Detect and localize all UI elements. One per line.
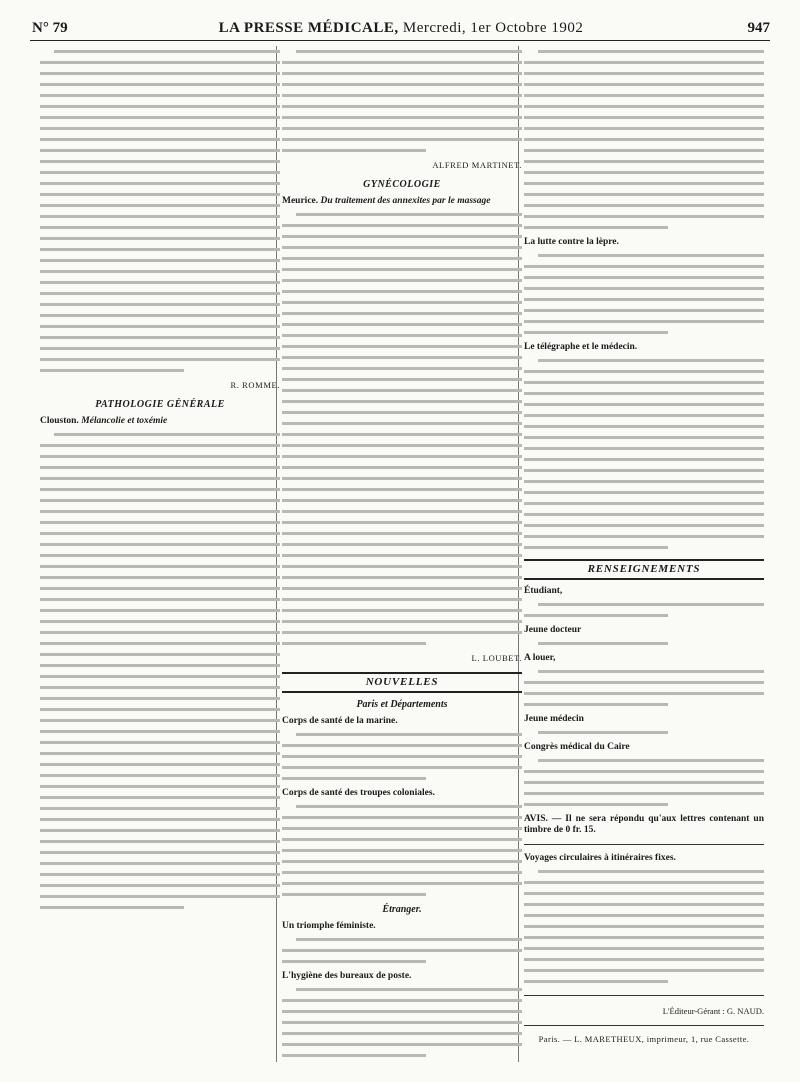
text-line — [282, 583, 522, 594]
text-line — [524, 156, 764, 167]
text-line — [40, 616, 280, 627]
text-line — [40, 792, 280, 803]
text-line — [40, 484, 280, 495]
text-line — [524, 965, 764, 976]
text-line — [524, 476, 764, 487]
text-line — [40, 354, 280, 365]
text-line — [40, 528, 280, 539]
text-line — [282, 539, 522, 550]
text-line — [282, 762, 522, 773]
text-line — [40, 156, 280, 167]
text-line — [40, 178, 280, 189]
text-line — [282, 845, 522, 856]
text-line — [282, 352, 522, 363]
news-item — [282, 788, 522, 799]
text-line — [282, 1006, 522, 1017]
text-line — [282, 319, 522, 330]
text-line — [524, 766, 764, 777]
text-line — [524, 487, 764, 498]
text-line — [40, 462, 280, 473]
text-line — [282, 363, 522, 374]
text-line — [282, 823, 522, 834]
text-line — [524, 272, 764, 283]
text-line — [524, 134, 764, 145]
text-line — [40, 90, 280, 101]
body-text — [282, 729, 522, 784]
text-line — [40, 902, 280, 913]
notice — [524, 742, 764, 753]
text-line — [40, 748, 280, 759]
divider — [524, 844, 764, 845]
text-line — [40, 803, 280, 814]
text-line — [282, 1028, 522, 1039]
text-line — [282, 934, 522, 945]
text-line — [524, 688, 764, 699]
text-line — [40, 649, 280, 660]
text-line — [40, 891, 280, 902]
text-line — [524, 454, 764, 465]
text-line — [524, 498, 764, 509]
text-line — [40, 112, 280, 123]
text-line — [40, 506, 280, 517]
text-line — [524, 90, 764, 101]
text-line — [40, 288, 280, 299]
text-line — [524, 910, 764, 921]
text-line — [282, 945, 522, 956]
text-line — [282, 418, 522, 429]
notice-title: Jeune docteur — [524, 625, 582, 635]
text-line — [282, 889, 522, 900]
text-line — [40, 189, 280, 200]
text-line — [40, 233, 280, 244]
text-line — [40, 211, 280, 222]
text-line — [40, 123, 280, 134]
text-line — [282, 407, 522, 418]
column-2 — [282, 46, 522, 1065]
text-line — [282, 308, 522, 319]
text-line — [282, 801, 522, 812]
text-line — [282, 209, 522, 220]
text-line — [282, 242, 522, 253]
text-line — [524, 866, 764, 877]
text-line — [40, 825, 280, 836]
text-line — [282, 561, 522, 572]
body-text — [282, 984, 522, 1061]
text-line — [282, 231, 522, 242]
text-line — [282, 275, 522, 286]
text-line — [40, 594, 280, 605]
text-line — [40, 310, 280, 321]
journal-title: LA PRESSE MÉDICALE, — [218, 20, 399, 36]
text-line — [282, 1039, 522, 1050]
text-line — [282, 68, 522, 79]
text-line — [524, 112, 764, 123]
text-line — [282, 528, 522, 539]
text-line — [40, 517, 280, 528]
column-1 — [40, 46, 280, 917]
text-line — [40, 145, 280, 156]
body-text — [524, 866, 764, 987]
text-line — [40, 627, 280, 638]
text-line — [282, 773, 522, 784]
news-item-title: L'hygiène des bureaux de poste. — [282, 971, 412, 981]
section-heading: NOUVELLES — [282, 672, 522, 693]
text-line — [40, 343, 280, 354]
text-line — [524, 755, 764, 766]
avis-notice: AVIS. — Il ne sera répondu qu'aux lettres contenant un timbre de 0 fr. 15. — [524, 814, 764, 835]
text-line — [524, 211, 764, 222]
text-line — [524, 68, 764, 79]
text-line — [40, 836, 280, 847]
page-number: 947 — [747, 20, 770, 36]
body-text — [524, 355, 764, 553]
text-line — [524, 250, 764, 261]
body-text — [282, 209, 522, 649]
text-line — [40, 759, 280, 770]
text-line — [40, 814, 280, 825]
text-line — [524, 727, 764, 738]
section-heading: PATHOLOGIE GÉNÉRALE — [95, 399, 225, 410]
text-line — [40, 539, 280, 550]
text-line — [40, 737, 280, 748]
news-item — [524, 237, 764, 248]
text-line — [282, 1017, 522, 1028]
text-line — [282, 396, 522, 407]
text-line — [282, 856, 522, 867]
text-line — [524, 932, 764, 943]
text-line — [40, 429, 280, 440]
text-line — [282, 112, 522, 123]
text-line — [524, 638, 764, 649]
text-line — [282, 812, 522, 823]
text-line — [282, 286, 522, 297]
text-line — [282, 729, 522, 740]
notice-title: A louer, — [524, 653, 556, 663]
text-line — [524, 421, 764, 432]
text-line — [40, 704, 280, 715]
text-line — [40, 57, 280, 68]
news-item — [282, 971, 522, 982]
text-line — [282, 429, 522, 440]
news-item-title: Voyages circulaires à itinéraires fixes. — [524, 853, 676, 863]
text-line — [282, 297, 522, 308]
text-line — [40, 473, 280, 484]
text-line — [524, 377, 764, 388]
text-line — [40, 550, 280, 561]
text-line — [282, 751, 522, 762]
text-line — [524, 788, 764, 799]
section-heading: GYNÉCOLOGIE — [363, 179, 441, 190]
news-item-title: Un triomphe féministe. — [282, 921, 376, 931]
text-line — [524, 465, 764, 476]
text-line — [524, 531, 764, 542]
body-text — [282, 801, 522, 900]
text-line — [40, 222, 280, 233]
text-line — [524, 366, 764, 377]
text-line — [524, 520, 764, 531]
text-line — [282, 145, 522, 156]
text-line — [40, 638, 280, 649]
text-line — [282, 484, 522, 495]
text-line — [524, 666, 764, 677]
body-text — [524, 755, 764, 810]
text-line — [282, 264, 522, 275]
text-line — [282, 220, 522, 231]
text-line — [282, 867, 522, 878]
text-line — [40, 770, 280, 781]
body-text — [282, 934, 522, 967]
text-line — [282, 123, 522, 134]
text-line — [40, 880, 280, 891]
notice — [524, 714, 764, 725]
text-line — [524, 410, 764, 421]
notice — [524, 625, 764, 636]
text-line — [282, 956, 522, 967]
text-line — [524, 699, 764, 710]
text-line — [524, 305, 764, 316]
article-author: Meurice. — [282, 196, 319, 206]
text-line — [40, 781, 280, 792]
signature: L. LOUBET. — [471, 653, 522, 663]
text-line — [282, 605, 522, 616]
subsection-heading: Paris et Départements — [356, 699, 448, 710]
text-line — [40, 277, 280, 288]
text-line — [282, 550, 522, 561]
text-line — [40, 321, 280, 332]
notice-title: Congrès médical du Caire — [524, 742, 630, 752]
text-line — [524, 443, 764, 454]
text-line — [282, 984, 522, 995]
news-item-title: Corps de santé de la marine. — [282, 716, 398, 726]
text-line — [40, 682, 280, 693]
text-line — [524, 943, 764, 954]
text-line — [40, 572, 280, 583]
text-line — [524, 327, 764, 338]
body-text — [524, 638, 764, 649]
journal-title-line — [32, 20, 770, 37]
text-line — [40, 134, 280, 145]
news-item-title: Le télégraphe et le médecin. — [524, 342, 638, 352]
text-line — [524, 145, 764, 156]
body-text — [524, 599, 764, 621]
text-line — [282, 594, 522, 605]
news-item — [524, 342, 764, 353]
text-line — [282, 57, 522, 68]
body-text — [524, 666, 764, 710]
text-line — [282, 451, 522, 462]
text-line — [524, 888, 764, 899]
text-line — [524, 610, 764, 621]
text-line — [40, 299, 280, 310]
notice-title: Étudiant, — [524, 586, 563, 596]
notice — [524, 653, 764, 664]
news-item-title: La lutte contre la lèpre. — [524, 237, 619, 247]
divider — [524, 995, 764, 996]
text-line — [40, 79, 280, 90]
masthead-rule — [30, 40, 770, 41]
text-line — [282, 616, 522, 627]
text-line — [524, 200, 764, 211]
text-line — [282, 878, 522, 889]
text-line — [524, 189, 764, 200]
text-line — [282, 341, 522, 352]
text-line — [524, 542, 764, 553]
subsection-heading: Étranger. — [382, 904, 422, 915]
text-line — [282, 638, 522, 649]
text-line — [524, 261, 764, 272]
text-line — [40, 495, 280, 506]
text-line — [282, 90, 522, 101]
text-line — [524, 316, 764, 327]
signature: R. ROMME. — [230, 380, 280, 390]
body-text — [524, 727, 764, 738]
text-line — [282, 834, 522, 845]
text-line — [40, 583, 280, 594]
text-line — [40, 255, 280, 266]
text-line — [524, 877, 764, 888]
text-line — [524, 101, 764, 112]
text-line — [40, 244, 280, 255]
notice-title: Jeune médecin — [524, 714, 584, 724]
text-line — [40, 671, 280, 682]
text-line — [40, 858, 280, 869]
text-line — [282, 506, 522, 517]
text-line — [524, 123, 764, 134]
news-item-title: Corps de santé des troupes coloniales. — [282, 788, 435, 798]
text-line — [282, 440, 522, 451]
text-line — [40, 693, 280, 704]
article-lead — [40, 416, 280, 427]
text-line — [40, 332, 280, 343]
text-line — [40, 101, 280, 112]
body-text — [40, 46, 280, 376]
text-line — [40, 365, 280, 376]
text-line — [282, 79, 522, 90]
text-line — [524, 976, 764, 987]
text-line — [282, 462, 522, 473]
text-line — [282, 495, 522, 506]
article-author: Clouston. — [40, 416, 79, 426]
text-line — [524, 388, 764, 399]
text-line — [282, 517, 522, 528]
text-line — [524, 677, 764, 688]
article-lead — [282, 196, 522, 207]
notice — [524, 586, 764, 597]
article-title: Du traitement des annexites par le massage — [320, 196, 491, 206]
text-line — [282, 1050, 522, 1061]
section-heading: RENSEIGNEMENTS — [524, 559, 764, 580]
text-line — [282, 385, 522, 396]
text-line — [40, 726, 280, 737]
column-3 — [524, 46, 764, 1045]
text-line — [282, 572, 522, 583]
text-line — [40, 167, 280, 178]
text-line — [282, 134, 522, 145]
text-line — [524, 954, 764, 965]
text-line — [524, 777, 764, 788]
text-line — [282, 101, 522, 112]
text-line — [40, 715, 280, 726]
text-line — [282, 374, 522, 385]
text-line — [282, 627, 522, 638]
printer-credit: Paris. — L. MARETHEUX, imprimeur, 1, rue Cassette. — [538, 1034, 750, 1044]
text-line — [40, 561, 280, 572]
text-line — [524, 921, 764, 932]
body-text — [524, 46, 764, 233]
text-line — [282, 740, 522, 751]
text-line — [524, 57, 764, 68]
body-text — [282, 46, 522, 156]
text-line — [40, 660, 280, 671]
text-line — [524, 294, 764, 305]
text-line — [524, 178, 764, 189]
text-line — [524, 799, 764, 810]
text-line — [40, 440, 280, 451]
masthead — [32, 20, 770, 42]
text-line — [282, 995, 522, 1006]
text-line — [282, 46, 522, 57]
text-line — [524, 222, 764, 233]
text-line — [40, 46, 280, 57]
text-line — [282, 473, 522, 484]
text-line — [524, 509, 764, 520]
text-line — [524, 899, 764, 910]
news-item — [524, 853, 764, 864]
editor-credit: L'Éditeur-Gérant : G. NAUD. — [662, 1006, 764, 1016]
text-line — [40, 847, 280, 858]
text-line — [282, 253, 522, 264]
issue-number: N° 79 — [32, 20, 68, 36]
text-line — [40, 869, 280, 880]
news-item — [282, 716, 522, 727]
text-line — [524, 283, 764, 294]
text-line — [40, 68, 280, 79]
text-line — [524, 167, 764, 178]
signature: ALFRED MARTINET. — [432, 160, 522, 170]
text-line — [524, 355, 764, 366]
text-line — [40, 451, 280, 462]
text-line — [524, 79, 764, 90]
text-line — [40, 266, 280, 277]
divider — [524, 1025, 764, 1026]
text-line — [524, 399, 764, 410]
text-line — [40, 605, 280, 616]
issue-date: Mercredi, 1er Octobre 1902 — [402, 20, 584, 36]
text-line — [524, 432, 764, 443]
news-item — [282, 921, 522, 932]
text-line — [40, 200, 280, 211]
text-line — [524, 599, 764, 610]
text-line — [524, 46, 764, 57]
body-text — [524, 250, 764, 338]
article-title: Mélancolie et toxémie — [81, 416, 168, 426]
body-text — [40, 429, 280, 913]
text-line — [282, 330, 522, 341]
